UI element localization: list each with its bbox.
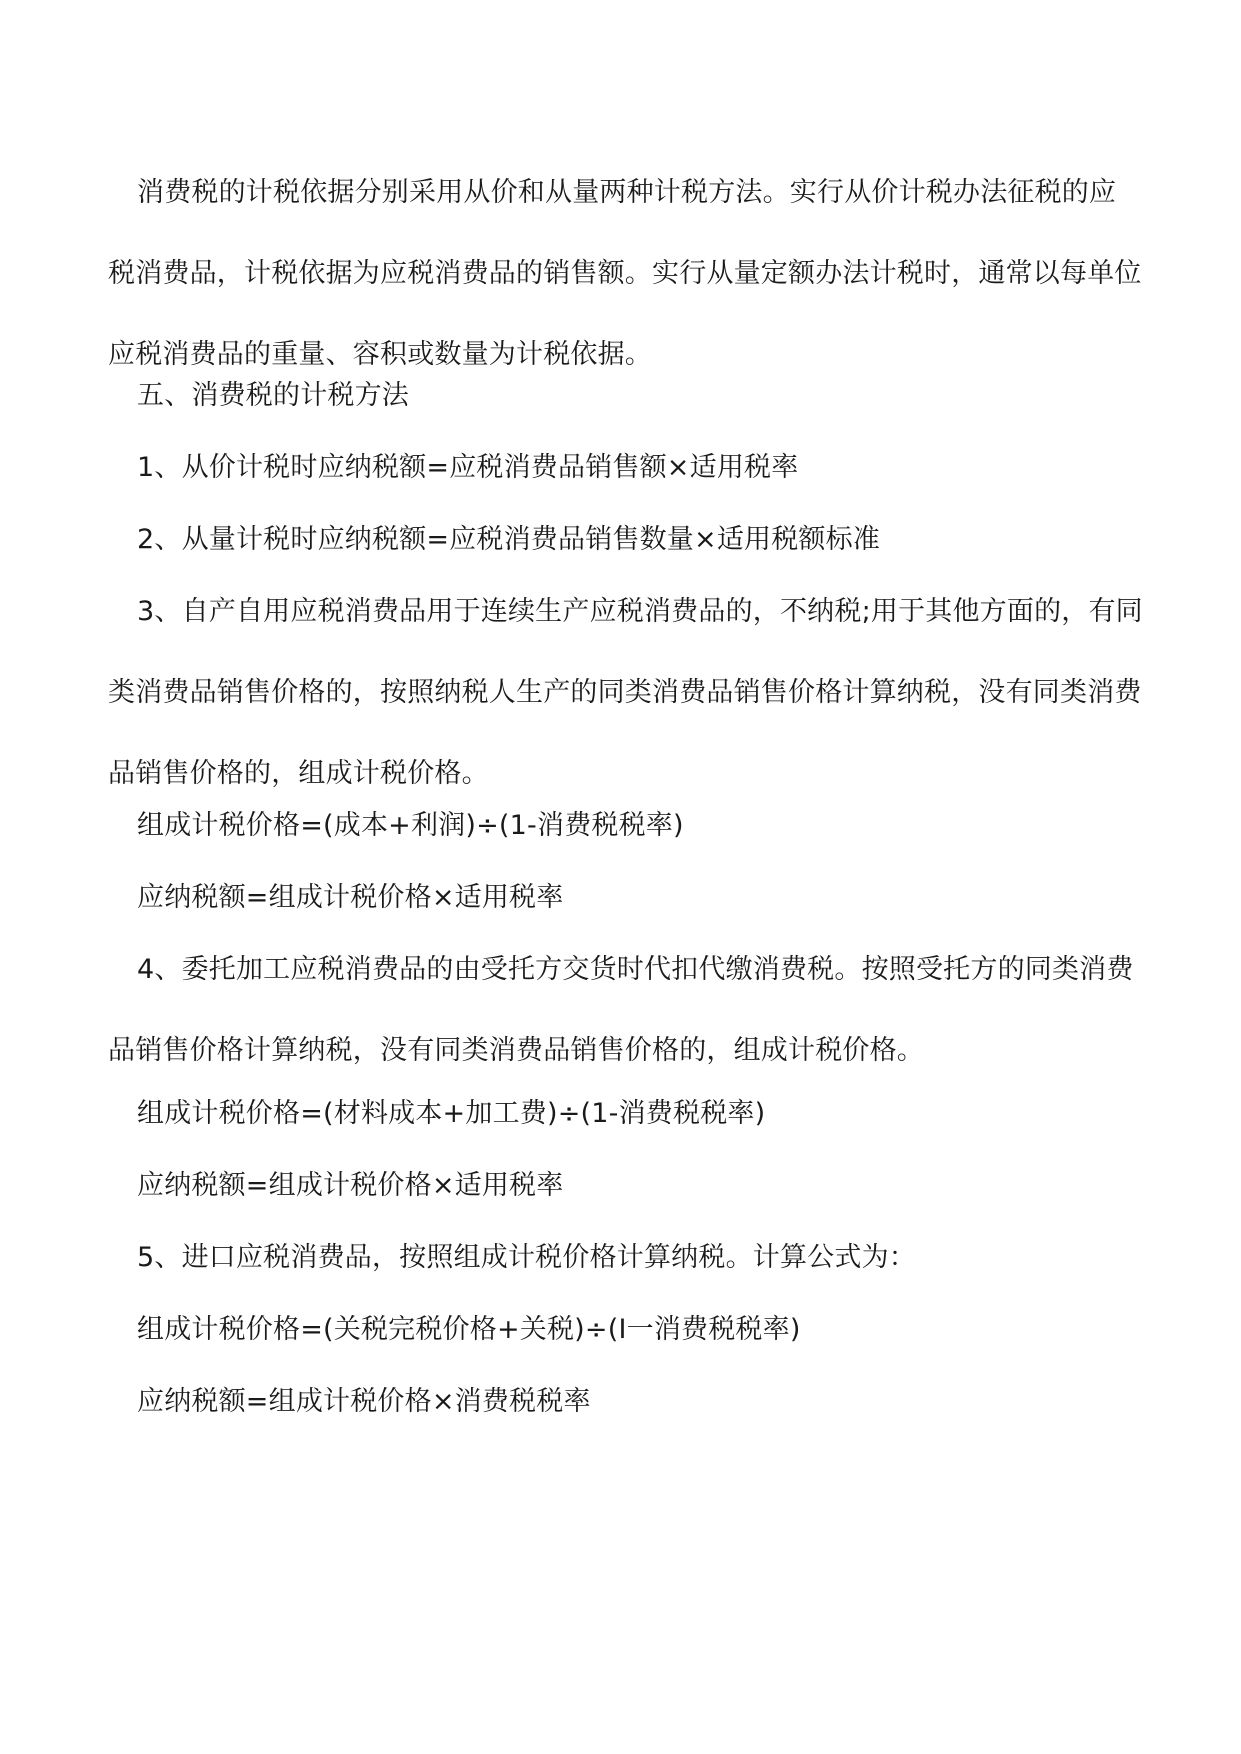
paragraph-entrusted-processing: 4、委托加工应税消费品的由受托方交货时代扣代缴消费税。按照受托方的同类消费品销售价格计算纳税，没有同类消费品销售价格的，组成计税价格。: [108, 954, 1134, 1066]
formula-tax-payable-applicable-rate-1: 应纳税额=组成计税价格×适用税率: [137, 882, 564, 913]
formula-composite-price-cost-profit: 组成计税价格=(成本+利润)÷(1-消费税税率): [137, 810, 684, 841]
paragraph-ad-valorem-formula: 1、从价计税时应纳税额=应税消费品销售额×适用税率: [137, 452, 799, 483]
formula-tax-payable-consumption-rate: 应纳税额=组成计税价格×消费税税率: [137, 1386, 591, 1417]
formula-tax-payable-applicable-rate-2: 应纳税额=组成计税价格×适用税率: [137, 1170, 564, 1201]
paragraph-tax-basis: 消费税的计税依据分别采用从价和从量两种计税方法。实行从价计税办法征税的应税消费品，计税依据为应税消费品的销售额。实行从量定额办法计税时，通常以每单位应税消费品的重量、容积或数量为计税依据。: [108, 177, 1142, 370]
formula-composite-price-materials: 组成计税价格=(材料成本+加工费)÷(1-消费税税率): [137, 1098, 766, 1129]
paragraph-self-use: 3、自产自用应税消费品用于连续生产应税消费品的，不纳税;用于其他方面的，有同类消费品销售价格的，按照纳税人生产的同类消费品销售价格计算纳税，没有同类消费品销售价格的，组成计税价格。: [108, 596, 1143, 789]
formula-composite-price-import: 组成计税价格=(关税完税价格+关税)÷(Ⅰ一消费税税率): [137, 1314, 801, 1345]
paragraph-specific-rate-formula: 2、从量计税时应纳税额=应税消费品销售数量×适用税额标准: [137, 524, 881, 555]
section-heading-calculation-methods: 五、消费税的计税方法: [137, 380, 409, 411]
paragraph-imported-goods: 5、进口应税消费品，按照组成计税价格计算纳税。计算公式为：: [137, 1242, 916, 1273]
